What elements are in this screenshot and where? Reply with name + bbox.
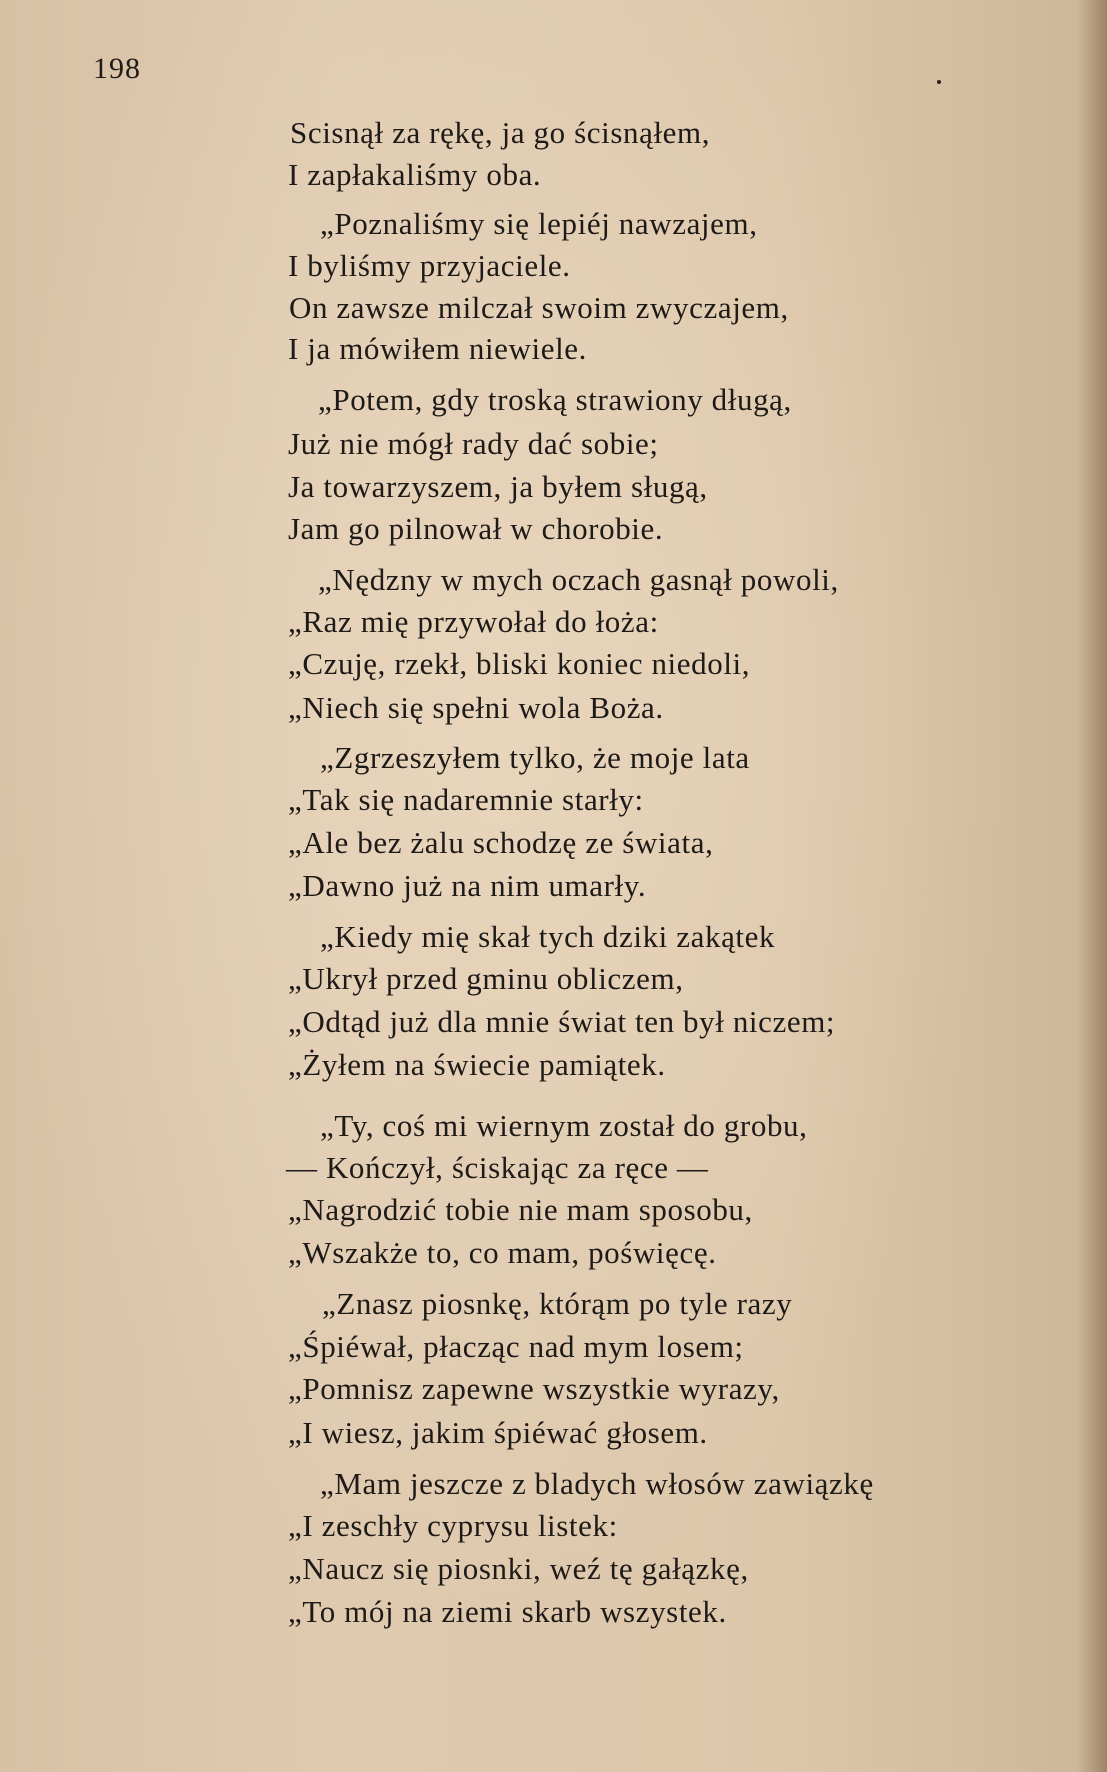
poem-line: „Poznaliśmy się lepiéj nawzajem,	[320, 206, 758, 241]
poem-line: „Nędzny w mych oczach gasnął powoli,	[318, 562, 839, 597]
poem-line: „Wszakże to, co mam, poświęcę.	[288, 1235, 717, 1270]
poem-line: „Odtąd już dla mnie świat ten był niczem;	[288, 1004, 836, 1039]
poem-line: „Zgrzeszyłem tylko, że moje lata	[320, 740, 750, 775]
poem-line: Jam go pilnował w chorobie.	[288, 511, 664, 546]
poem-line: I zapłakaliśmy oba.	[288, 157, 542, 192]
poem-line: „Pomnisz zapewne wszystkie wyrazy,	[288, 1371, 780, 1406]
poem-line: „Żyłem na świecie pamiątek.	[288, 1047, 666, 1082]
poem-line: „I wiesz, jakim śpiéwać głosem.	[288, 1415, 708, 1450]
poem-line: „Ale bez żalu schodzę ze świata,	[288, 825, 714, 860]
poem-line: „Raz mię przywołał do łoża:	[288, 604, 659, 639]
poem-line: I byliśmy przyjaciele.	[288, 248, 571, 283]
poem-line: „Śpiéwał, płacząc nad mym losem;	[288, 1329, 744, 1364]
poem-line: „Potem, gdy troską strawiony długą,	[318, 382, 792, 417]
poem-line: „Nagrodzić tobie nie mam sposobu,	[288, 1192, 753, 1227]
poem-line: „Naucz się piosnki, weź tę gałązkę,	[288, 1551, 749, 1586]
poem-line: — Kończył, ściskając za ręce —	[286, 1150, 709, 1185]
poem-line: „Kiedy mię skał tych dziki zakątek	[320, 919, 776, 954]
poem-line: Scisnął za rękę, ja go ścisnąłem,	[290, 115, 711, 150]
poem-line: „Dawno już na nim umarły.	[288, 868, 647, 903]
poem-line: On zawsze milczał swoim zwyczajem,	[289, 290, 789, 325]
poem-line: „Znasz piosnkę, którąm po tyle razy	[322, 1286, 793, 1321]
page-number: 198	[93, 52, 141, 85]
poem-line: Ja towarzyszem, ja byłem sługą,	[288, 469, 708, 504]
poem-line: „I zeschły cyprysu listek:	[288, 1508, 618, 1543]
poem-line: „Czuję, rzekł, bliski koniec niedoli,	[288, 646, 751, 681]
poem-line: I ja mówiłem niewiele.	[288, 331, 587, 366]
poem-line: „Ukrył przed gminu obliczem,	[288, 961, 684, 996]
poem-line: „To mój na ziemi skarb wszystek.	[288, 1594, 727, 1629]
poem-line: „Tak się nadaremnie starły:	[288, 782, 644, 817]
poem-line: Już nie mógł rady dać sobie;	[288, 426, 659, 461]
poem-line: „Ty, coś mi wiernym został do grobu,	[320, 1108, 808, 1143]
poem-line: „Niech się spełni wola Boża.	[288, 690, 664, 725]
poem-line: „Mam jeszcze z bladych włosów zawiązkę	[320, 1466, 874, 1501]
